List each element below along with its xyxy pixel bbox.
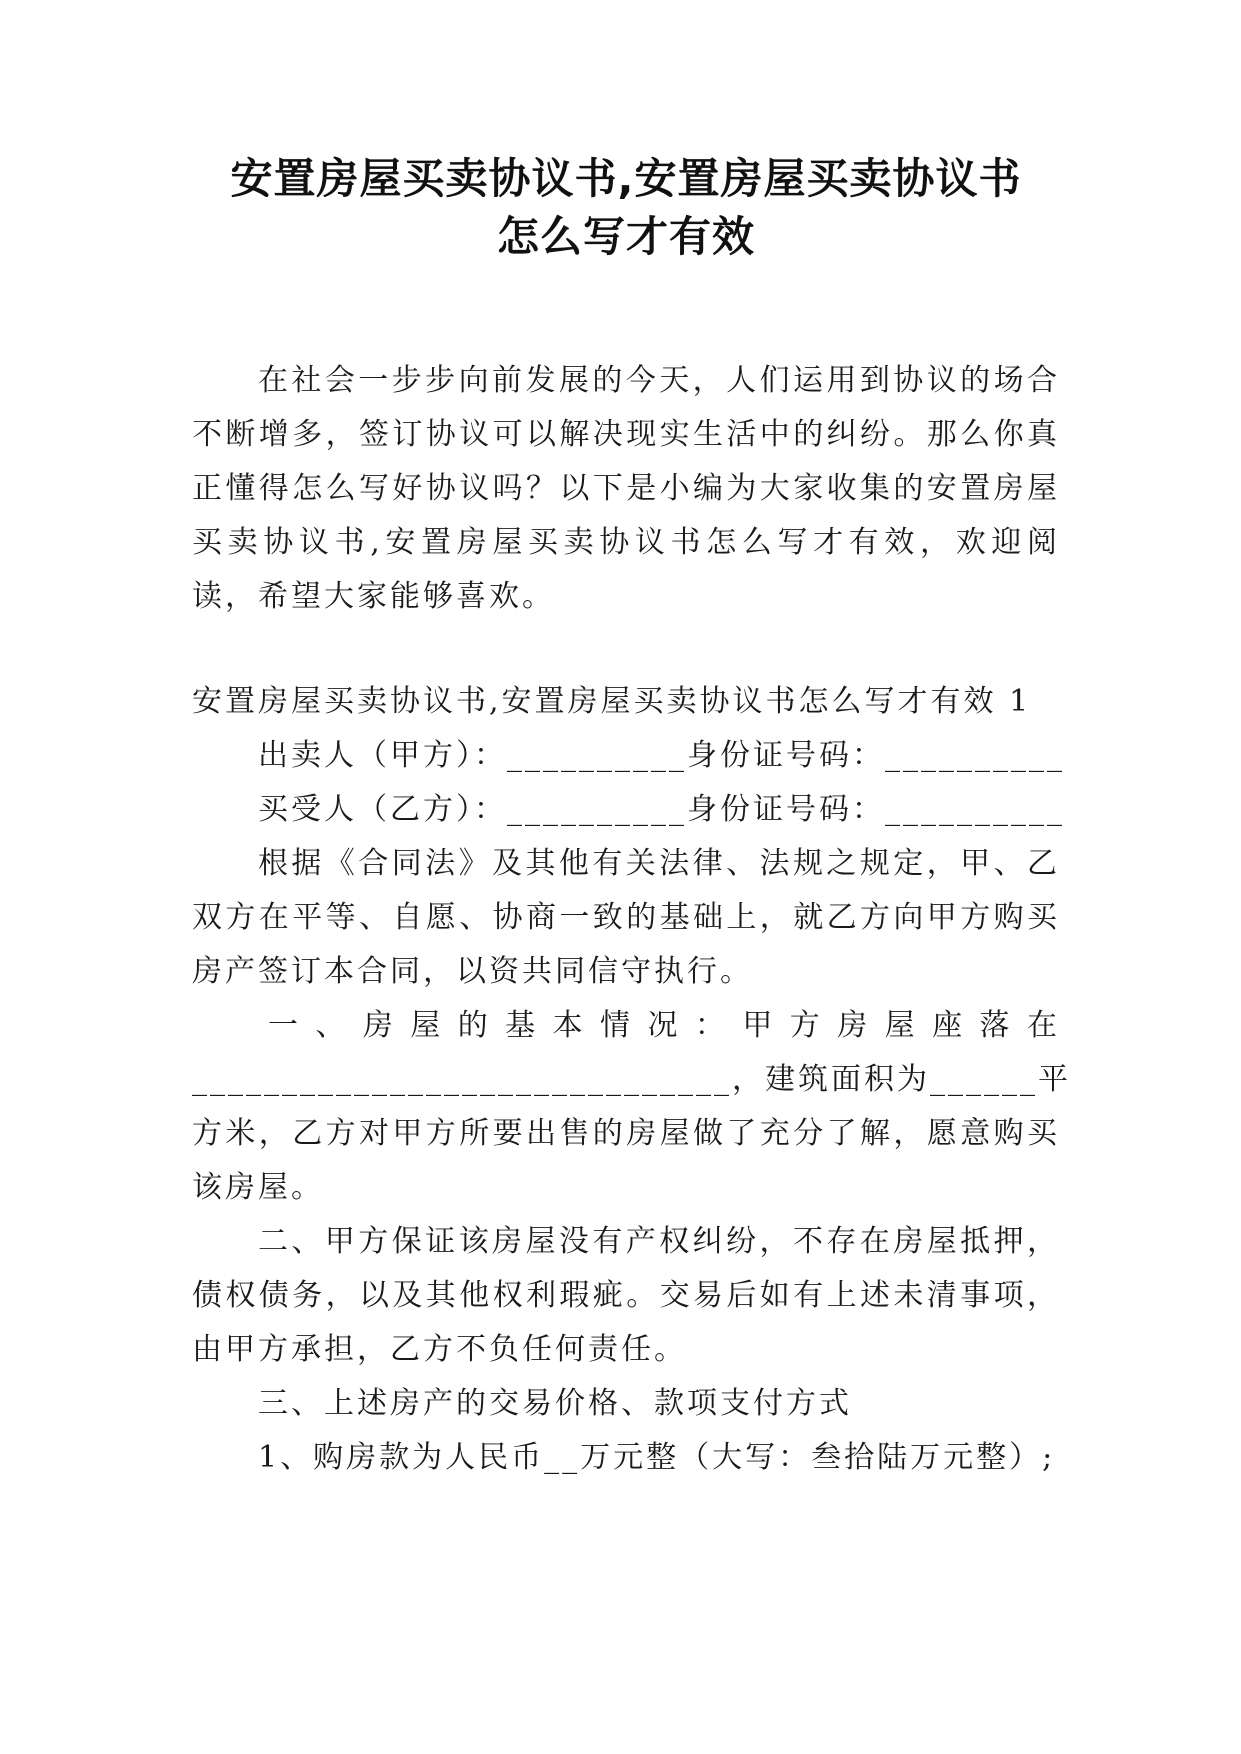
title-line-1: 安置房屋买卖协议书,安置房屋买卖协议书 bbox=[230, 154, 1022, 203]
buyer-line: 买受人（乙方）：__________身份证号码：__________ bbox=[258, 792, 1065, 827]
intro-paragraph: 在社会一步步向前发展的今天，人们运用到协议的场合不断增多，签订协议可以解决现实生活中的纠纷。那么你真正懂得怎么写好协议吗？以下是小编为大家收集的安置房屋买卖协议书,安置房屋买卖协议书怎么写才有效，欢迎阅读，希望大家能够喜欢。 bbox=[192, 363, 1060, 614]
document-body bbox=[192, 354, 1071, 1485]
seller-line: 出卖人（甲方）：__________身份证号码：__________ bbox=[258, 738, 1065, 773]
clause-3-item-1: 1、购房款为人民币__万元整（大写：叁拾陆万元整）; bbox=[258, 1440, 1056, 1475]
document-page bbox=[192, 150, 1071, 1485]
clause-1-rest: 方米，乙方对甲方所要出售的房屋做了充分了解，愿意购买该房屋。 bbox=[192, 1116, 1060, 1205]
clause-1-blank-line: ______________________________，建筑面积为______平 bbox=[192, 1062, 1071, 1097]
clause-3: 三、上述房产的交易价格、款项支付方式 bbox=[258, 1386, 852, 1421]
document-title bbox=[192, 150, 1060, 266]
basis-paragraph: 根据《合同法》及其他有关法律、法规之规定，甲、乙双方在平等、自愿、协商一致的基础上，就乙方向甲方购买房产签订本合同，以资共同信守执行。 bbox=[192, 846, 1060, 989]
clause-1 bbox=[192, 999, 1071, 1215]
clause-2: 二、甲方保证该房屋没有产权纠纷，不存在房屋抵押，债权债务，以及其他权利瑕疵。交易后如有上述未清事项，由甲方承担，乙方不负任何责任。 bbox=[192, 1224, 1060, 1367]
title-line-2: 怎么写才有效 bbox=[496, 212, 755, 261]
clause-1-lead: 一、房屋的基本情况：甲方房屋座落在 bbox=[268, 1008, 1060, 1043]
section-heading: 安置房屋买卖协议书,安置房屋买卖协议书怎么写才有效 1 bbox=[192, 684, 1032, 719]
